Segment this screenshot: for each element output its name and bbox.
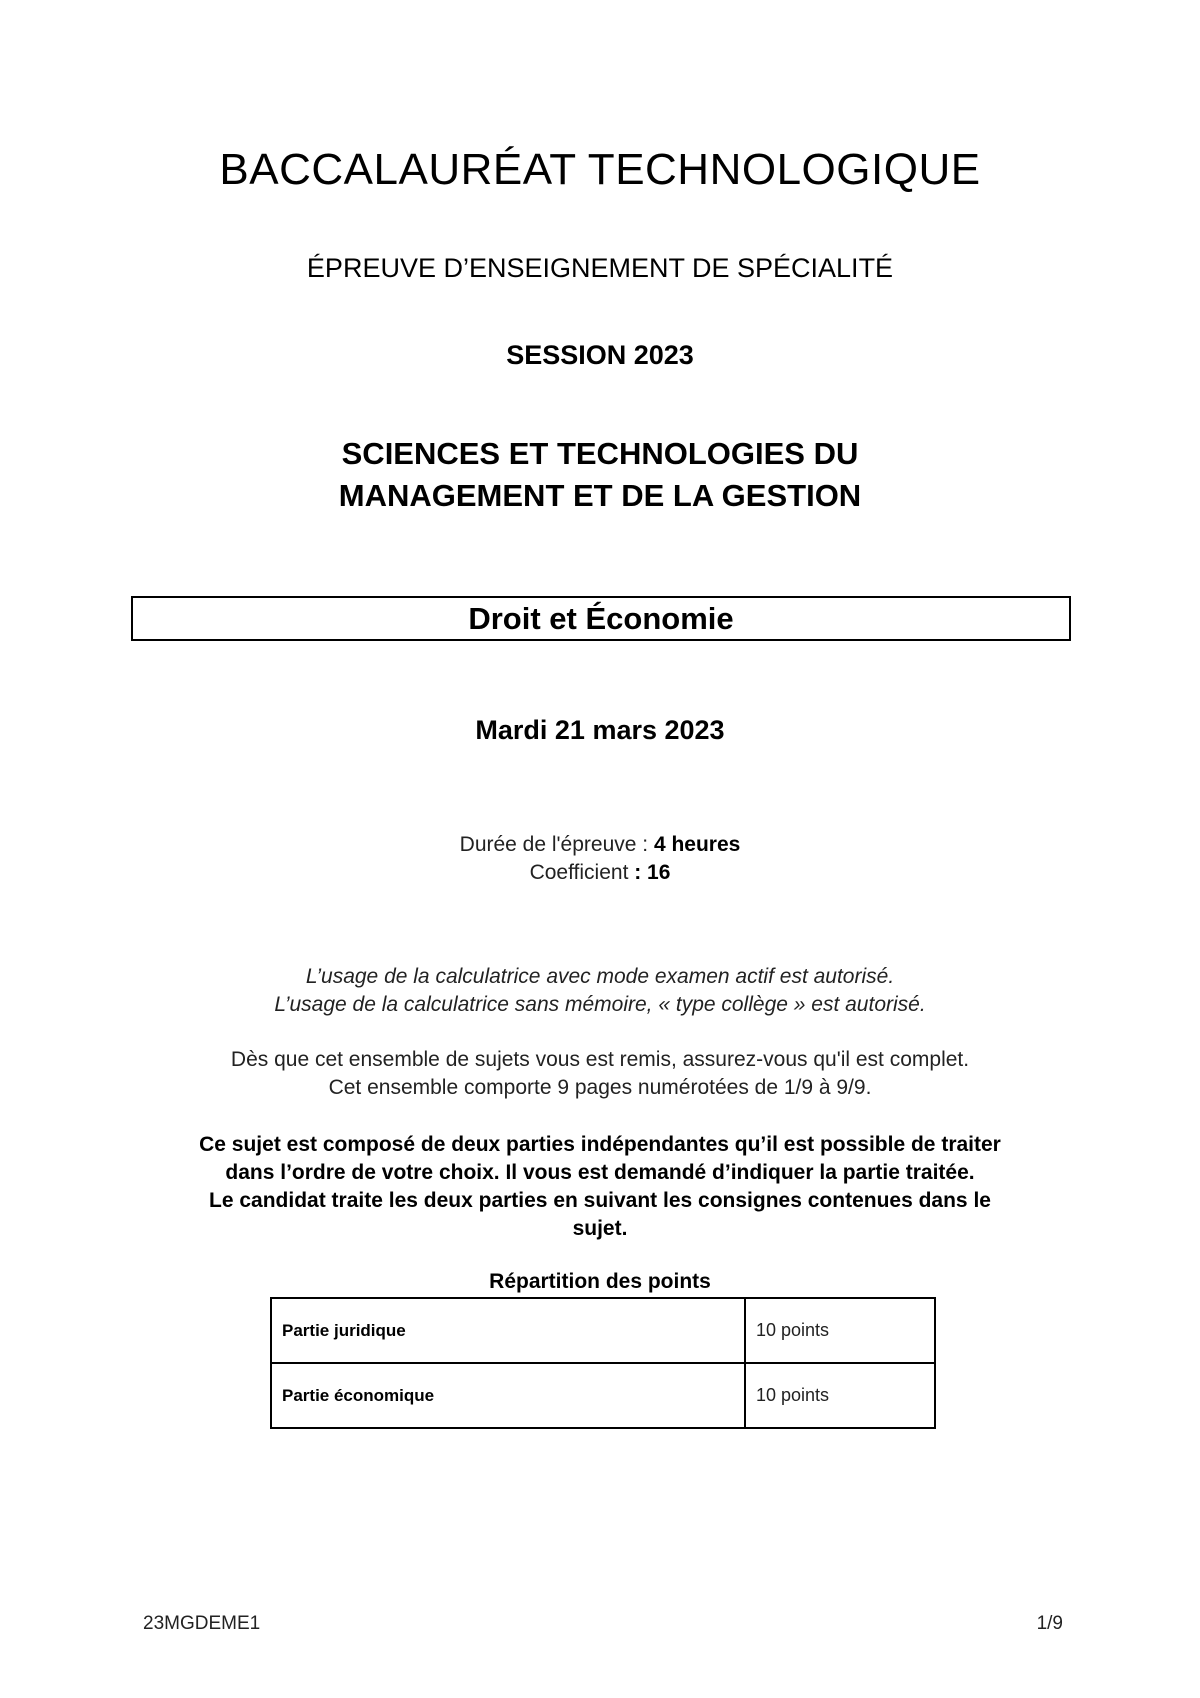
footer-document-code: 23MGDEME1 (143, 1613, 261, 1634)
instructions-line-1: Ce sujet est composé de deux parties indépendantes qu’il est possible de traiter (199, 1133, 1001, 1156)
table-row (271, 1298, 935, 1363)
coefficient-label: Coefficient (529, 861, 635, 884)
specialite-title (0, 433, 1200, 517)
partie-label: Partie économique (271, 1363, 745, 1428)
duration-label: Durée de l'épreuve : (459, 833, 654, 856)
coefficient-line (0, 859, 1200, 887)
ensemble-notice (0, 1046, 1200, 1102)
repartition-title: Répartition des points (489, 1270, 711, 1293)
table-row (271, 1363, 935, 1428)
calculator-line-1: L’usage de la calculatrice avec mode examen actif est autorisé. (305, 965, 895, 988)
calculator-notice (0, 963, 1200, 1019)
ensemble-line-1: Dès que cet ensemble de sujets vous est remis, assurez-vous qu'il est complet. (230, 1048, 970, 1071)
partie-label: Partie juridique (271, 1298, 745, 1363)
specialite-line-2: MANAGEMENT ET DE LA GESTION (338, 478, 862, 513)
partie-points: 10 points (745, 1298, 935, 1363)
calculator-line-2: L’usage de la calculatrice sans mémoire, « type collège » est autorisé. (274, 993, 926, 1016)
duration-value: 4 heures (653, 833, 741, 856)
instructions-line-2: dans l’ordre de votre choix. Il vous est demandé d’indiquer la partie traitée. (225, 1161, 975, 1184)
duration-line (0, 831, 1200, 859)
footer-page-number: 1/9 (1036, 1613, 1063, 1634)
instructions-line-3: Le candidat traite les deux parties en suivant les consignes contenues dans le (209, 1189, 991, 1212)
main-title: BACCALAURÉAT TECHNOLOGIQUE (219, 145, 981, 194)
points-table (270, 1297, 936, 1429)
coefficient-value: : 16 (634, 861, 671, 884)
instructions-block (100, 1131, 1100, 1243)
ensemble-line-2: Cet ensemble comporte 9 pages numérotées de 1/9 à 9/9. (328, 1076, 872, 1099)
epreuve-type: ÉPREUVE D’ENSEIGNEMENT DE SPÉCIALITÉ (306, 253, 894, 283)
duration-block (0, 831, 1200, 887)
instructions-line-4: sujet. (572, 1217, 628, 1240)
exam-date: Mardi 21 mars 2023 (475, 715, 725, 745)
subject-box: Droit et Économie (131, 596, 1071, 641)
partie-points: 10 points (745, 1363, 935, 1428)
session-label: SESSION 2023 (506, 340, 694, 370)
specialite-line-1: SCIENCES ET TECHNOLOGIES DU (341, 436, 859, 471)
